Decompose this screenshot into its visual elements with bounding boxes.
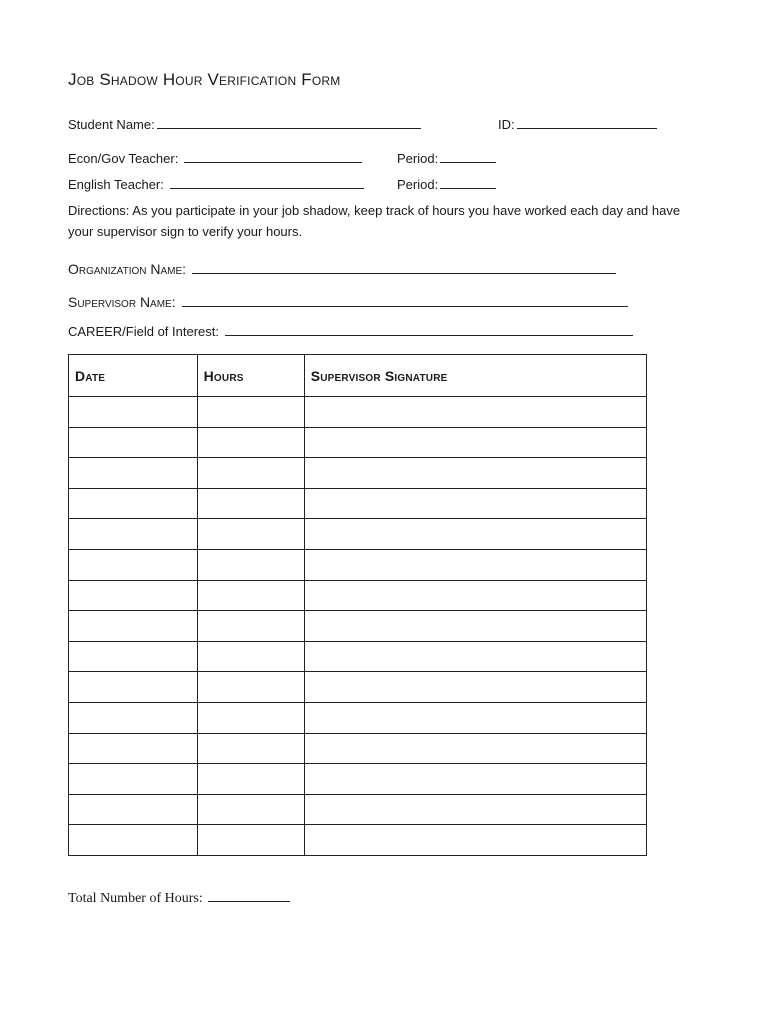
hours-cell[interactable] bbox=[197, 519, 304, 550]
hours-cell[interactable] bbox=[197, 427, 304, 458]
period-input-2[interactable] bbox=[440, 174, 496, 189]
table-row bbox=[69, 641, 647, 672]
date-cell[interactable] bbox=[69, 427, 198, 458]
organization-name-label: Organization Name: bbox=[68, 261, 187, 277]
hours-cell[interactable] bbox=[197, 397, 304, 428]
period-field-1 bbox=[397, 148, 496, 166]
table-row bbox=[69, 580, 647, 611]
period-input-1[interactable] bbox=[440, 148, 496, 163]
signature-cell[interactable] bbox=[304, 397, 646, 428]
period-label-2: Period: bbox=[397, 177, 439, 192]
hours-cell[interactable] bbox=[197, 672, 304, 703]
career-field bbox=[68, 321, 633, 339]
signature-cell[interactable] bbox=[304, 519, 646, 550]
form-title: Job Shadow Hour Verification Form bbox=[68, 70, 341, 89]
organization-name-field bbox=[68, 259, 616, 277]
signature-cell[interactable] bbox=[304, 825, 646, 856]
hours-cell[interactable] bbox=[197, 702, 304, 733]
period-label-1: Period: bbox=[397, 151, 439, 166]
date-cell[interactable] bbox=[69, 549, 198, 580]
table-row bbox=[69, 733, 647, 764]
table-row bbox=[69, 549, 647, 580]
career-input[interactable] bbox=[225, 321, 633, 336]
hours-column-header: Hours bbox=[197, 355, 304, 397]
table-row bbox=[69, 825, 647, 856]
hours-log-table bbox=[68, 354, 647, 856]
table-row bbox=[69, 702, 647, 733]
date-cell[interactable] bbox=[69, 641, 198, 672]
table-row bbox=[69, 427, 647, 458]
econ-gov-teacher-field bbox=[68, 148, 362, 166]
date-cell[interactable] bbox=[69, 519, 198, 550]
hours-cell[interactable] bbox=[197, 794, 304, 825]
date-cell[interactable] bbox=[69, 825, 198, 856]
english-teacher-field bbox=[68, 174, 364, 192]
hours-cell[interactable] bbox=[197, 549, 304, 580]
signature-cell[interactable] bbox=[304, 641, 646, 672]
hours-log-body bbox=[69, 397, 647, 856]
hours-cell[interactable] bbox=[197, 733, 304, 764]
signature-cell[interactable] bbox=[304, 427, 646, 458]
english-teacher-input[interactable] bbox=[170, 174, 364, 189]
table-row bbox=[69, 397, 647, 428]
date-cell[interactable] bbox=[69, 580, 198, 611]
hours-cell[interactable] bbox=[197, 458, 304, 489]
hours-cell[interactable] bbox=[197, 611, 304, 642]
hours-cell[interactable] bbox=[197, 488, 304, 519]
student-name-field bbox=[68, 114, 421, 132]
total-hours-label: Total Number of Hours: bbox=[68, 891, 203, 906]
english-teacher-label: English Teacher: bbox=[68, 177, 164, 192]
date-cell[interactable] bbox=[69, 611, 198, 642]
signature-column-header: Supervisor Signature bbox=[304, 355, 646, 397]
date-cell[interactable] bbox=[69, 764, 198, 795]
table-row bbox=[69, 794, 647, 825]
signature-cell[interactable] bbox=[304, 702, 646, 733]
total-hours-input[interactable] bbox=[208, 887, 290, 902]
hours-cell[interactable] bbox=[197, 641, 304, 672]
signature-cell[interactable] bbox=[304, 611, 646, 642]
supervisor-name-label: Supervisor Name: bbox=[68, 294, 176, 310]
signature-cell[interactable] bbox=[304, 794, 646, 825]
date-cell[interactable] bbox=[69, 397, 198, 428]
date-cell[interactable] bbox=[69, 458, 198, 489]
table-row bbox=[69, 611, 647, 642]
period-field-2 bbox=[397, 174, 496, 192]
date-cell[interactable] bbox=[69, 794, 198, 825]
id-input[interactable] bbox=[517, 114, 657, 129]
table-header-row bbox=[69, 355, 647, 397]
date-column-header: Date bbox=[69, 355, 198, 397]
signature-cell[interactable] bbox=[304, 733, 646, 764]
econ-gov-teacher-input[interactable] bbox=[184, 148, 362, 163]
signature-cell[interactable] bbox=[304, 580, 646, 611]
signature-cell[interactable] bbox=[304, 672, 646, 703]
signature-cell[interactable] bbox=[304, 764, 646, 795]
supervisor-name-input[interactable] bbox=[182, 292, 628, 307]
directions-text: Directions: As you participate in your job shadow, keep track of hours you have worked each day and have your supervisor sign to verify your hours. bbox=[68, 203, 681, 239]
econ-gov-teacher-label: Econ/Gov Teacher: bbox=[68, 151, 179, 166]
date-cell[interactable] bbox=[69, 488, 198, 519]
organization-name-input[interactable] bbox=[192, 259, 616, 274]
hours-cell[interactable] bbox=[197, 580, 304, 611]
signature-cell[interactable] bbox=[304, 458, 646, 489]
date-cell[interactable] bbox=[69, 733, 198, 764]
table-row bbox=[69, 458, 647, 489]
supervisor-name-field bbox=[68, 292, 628, 310]
table-row bbox=[69, 764, 647, 795]
table-row bbox=[69, 672, 647, 703]
table-row bbox=[69, 519, 647, 550]
hours-cell[interactable] bbox=[197, 764, 304, 795]
total-hours-field bbox=[68, 887, 290, 907]
id-label: ID: bbox=[498, 117, 515, 132]
signature-cell[interactable] bbox=[304, 488, 646, 519]
date-cell[interactable] bbox=[69, 672, 198, 703]
signature-cell[interactable] bbox=[304, 549, 646, 580]
id-field bbox=[498, 114, 657, 132]
table-row bbox=[69, 488, 647, 519]
student-name-label: Student Name: bbox=[68, 117, 155, 132]
hours-cell[interactable] bbox=[197, 825, 304, 856]
date-cell[interactable] bbox=[69, 702, 198, 733]
career-label: CAREER/Field of Interest: bbox=[68, 324, 219, 339]
student-name-input[interactable] bbox=[157, 114, 421, 129]
